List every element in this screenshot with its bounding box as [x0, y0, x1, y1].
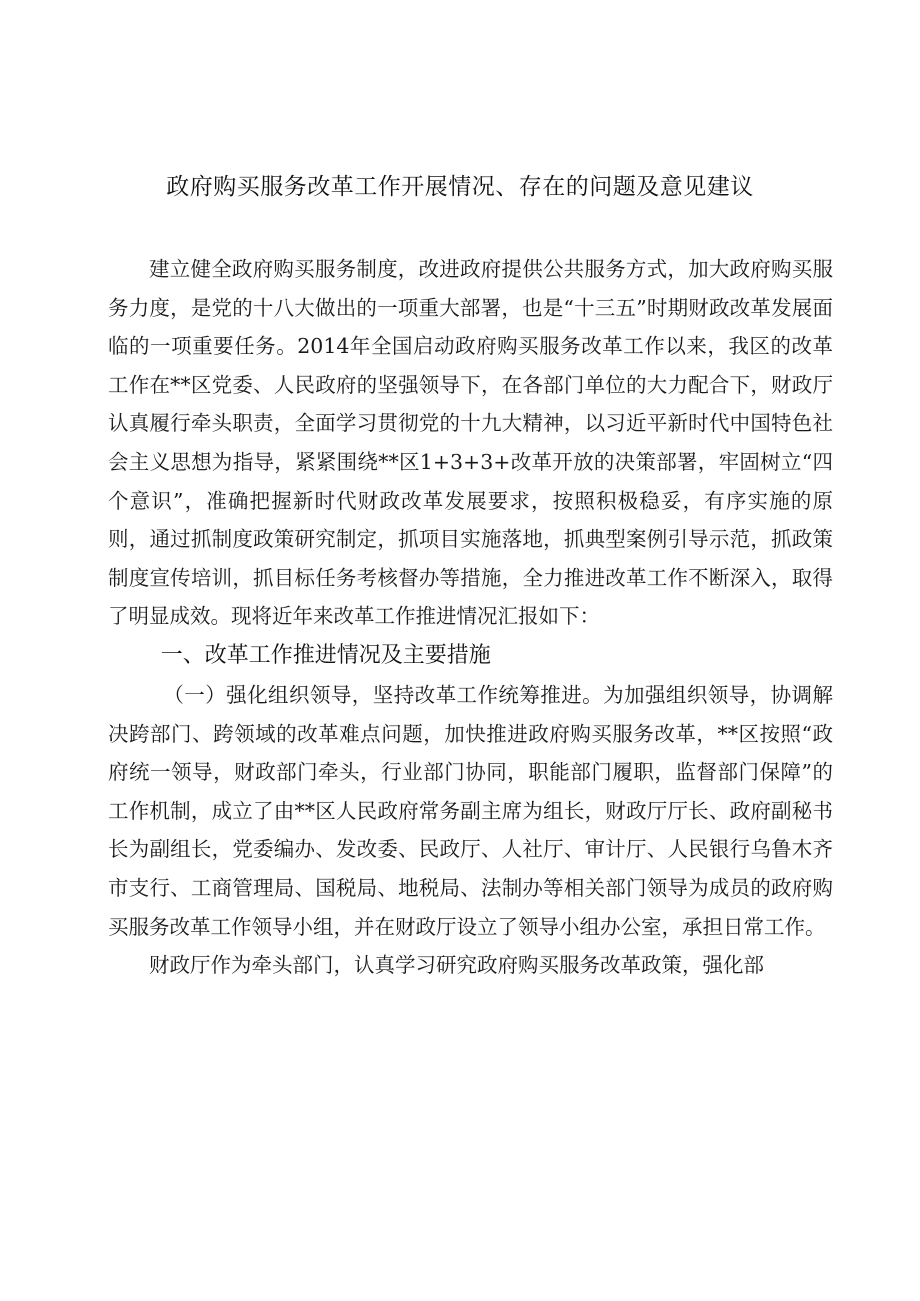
intro-paragraph: 建立健全政府购买服务制度，改进政府提供公共服务方式，加大政府购买服务力度，是党的十八大做出的一项重大部署，也是“十三五”时期财政改革发展面临的一项重要任务。2014年全国启动政府购买服务改革工作以来，我区的改革工作在**区党委、人民政府的坚强领导下，在各部门单位的大力配合下，财政厅认真履行牵头职责，全面学习贯彻党的十九大精神，以习近平新时代中国特色社会主义思想为指导，紧紧围绕**区1+3+3+改革开放的决策部署，牢固树立“四个意识”，准确把握新时代财政改革发展要求，按照积极稳妥，有序实施的原则，通过抓制度政策研究制定，抓项目实施落地，抓典型案例引导示范，抓政策制度宣传培训，抓目标任务考核督办等措施，全力推进改革工作不断深入，取得了明显成效。现将近年来改革工作推进情况汇报如下：: [108, 257, 833, 629]
section-paragraph: （一）强化组织领导，坚持改革工作统筹推进。为加强组织领导，协调解决跨部门、跨领域的改革难点问题，加快推进政府购买服务改革，**区按照“政府统一领导，财政部门牵头，行业部门协同，职能部门履职，监督部门保障”的工作机制，成立了由**区人民政府常务副主席为组长，财政厅厅长、政府副秘书长为副组长，党委编办、发改委、民政厅、人社厅、审计厅、人民银行乌鲁木齐市支行、工商管理局、国税局、地税局、法制办等相关部门领导为成员的政府购买服务改革工作领导小组，并在财政厅设立了领导小组办公室，承担日常工作。: [108, 682, 833, 939]
section-paragraph: 财政厅作为牵头部门，认真学习研究政府购买服务改革政策，强化部: [149, 953, 764, 978]
document-title: 政府购买服务改革工作开展情况、存在的问题及意见建议: [166, 174, 754, 200]
document-body: [108, 250, 833, 985]
section-heading: 一、改革工作推进情况及主要措施: [160, 642, 491, 668]
